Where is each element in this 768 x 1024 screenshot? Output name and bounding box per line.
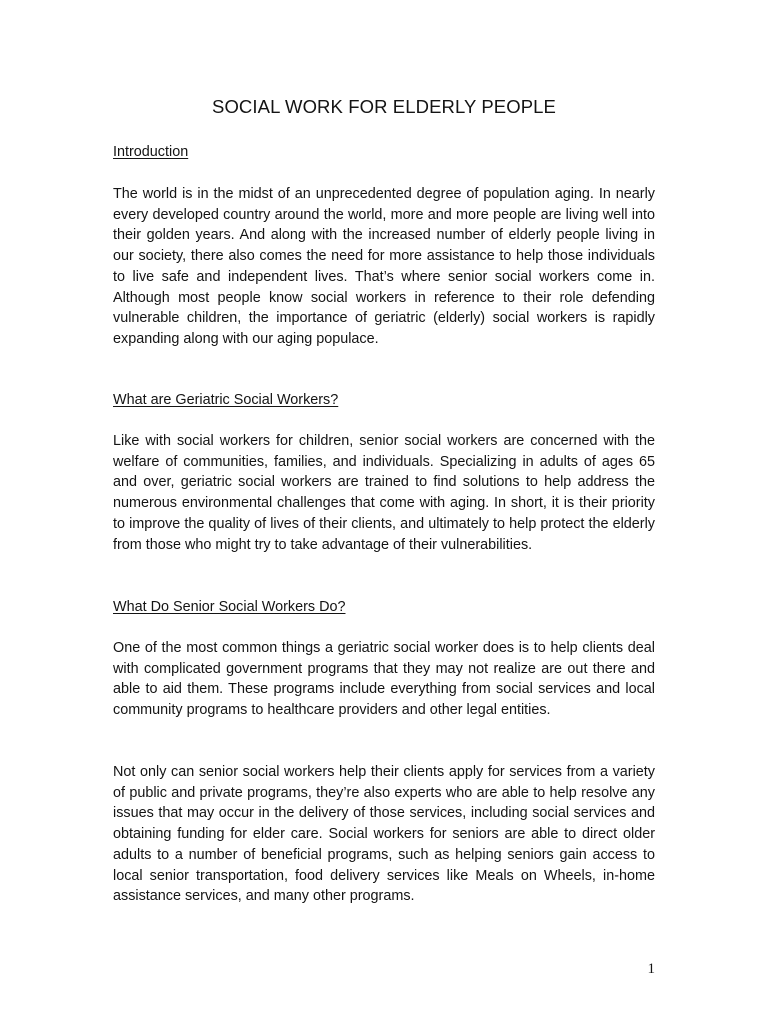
section-heading-introduction: Introduction — [113, 144, 189, 160]
senior-social-workers-paragraph-1: One of the most common things a geriatric social worker does is to help clients deal with complicated government programs that they may not realize are out there and able to aid them. These programs include everything from social services and local community programs to healthcare providers and other legal entities. — [113, 640, 655, 719]
section-heading-senior-social-workers-do: What Do Senior Social Workers Do? — [113, 599, 346, 615]
page-number: 1 — [647, 961, 655, 977]
document-title: SOCIAL WORK FOR ELDERLY PEOPLE — [212, 96, 556, 117]
introduction-paragraph: The world is in the midst of an unprecedented degree of population aging. In nearly every developed country around the world, more and more people are living well into their golden years. And along with the increased number of elderly people living in our society, there also comes the need for more assistance to help those individuals to live safe and independent lives. That’s where senior social workers come in. Although most people know social workers in reference to their role defending vulnerable children, the importance of geriatric (elderly) social workers is rapidly expanding along with our aging populace. — [113, 186, 655, 347]
section-heading-geriatric-social-workers: What are Geriatric Social Workers? — [113, 392, 339, 408]
senior-social-workers-paragraph-2: Not only can senior social workers help their clients apply for services from a variety of public and private programs, they’re also experts who are able to help resolve any issues that may occur in the delivery of those services, including social services and obtaining funding for elder care. Social workers for seniors are able to direct older adults to a number of beneficial programs, such as helping seniors gain access to local senior transportation, food delivery services like Meals on Wheels, in-home assistance services, and many other programs. — [113, 764, 655, 905]
geriatric-social-workers-paragraph: Like with social workers for children, senior social workers are concerned with the welfare of communities, families, and individuals. Specializing in adults of ages 65 and over, geriatric social workers are trained to find solutions to help address the numerous environmental challenges that come with aging. In short, it is their priority to improve the quality of lives of their clients, and ultimately to help protect the elderly from those who might try to take advantage of their vulnerabilities. — [113, 433, 655, 553]
